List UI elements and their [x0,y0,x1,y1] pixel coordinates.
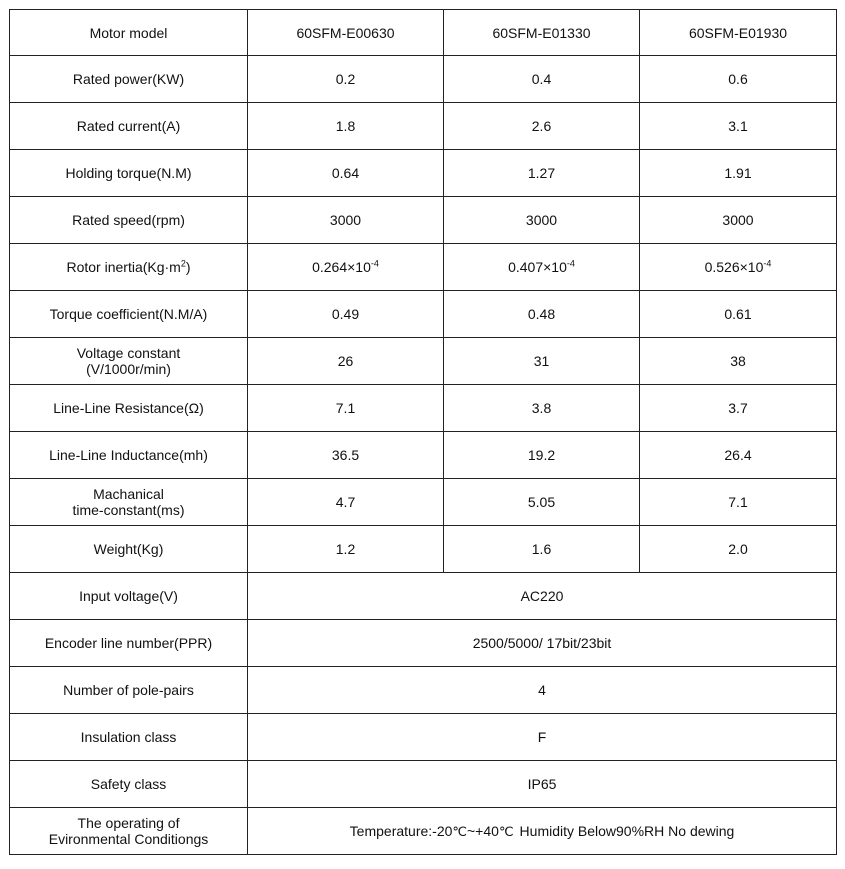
table-row [10,761,837,808]
row-label: Insulation class [10,714,248,761]
cell-value: 3.7 [640,385,837,432]
table-row [10,526,837,573]
row-label: Encoder line number(PPR) [10,620,248,667]
cell-value: 3000 [248,197,444,244]
row-label: Line-Line Resistance(Ω) [10,385,248,432]
table-row [10,667,837,714]
row-label: Safety class [10,761,248,808]
model-header: 60SFM-E01330 [444,10,640,56]
table-row [10,244,837,291]
cell-value: 0.49 [248,291,444,338]
row-label: Torque coefficient(N.M/A) [10,291,248,338]
superscript: 2 [180,258,186,269]
table-row [10,56,837,103]
cell-value: 0.61 [640,291,837,338]
row-label [10,479,248,526]
model-header: 60SFM-E00630 [248,10,444,56]
value-text: 0.407×10 [508,259,567,275]
row-label: Weight(Kg) [10,526,248,573]
cell-value: 1.8 [248,103,444,150]
cell-value [444,244,640,291]
cell-value: 5.05 [444,479,640,526]
cell-value: 36.5 [248,432,444,479]
row-label: Rated power(KW) [10,56,248,103]
label-line: time-constant(ms) [72,502,185,518]
cell-value: 1.2 [248,526,444,573]
cell-value: 26 [248,338,444,385]
cell-value: 2.6 [444,103,640,150]
cell-value: 0.2 [248,56,444,103]
environment-value [248,808,837,855]
temperature-text: ~+40 [467,822,499,839]
row-label: Line-Line Inductance(mh) [10,432,248,479]
row-label: Rated speed(rpm) [10,197,248,244]
table-row [10,808,837,855]
cell-value: 7.1 [640,479,837,526]
cell-value: 19.2 [444,432,640,479]
cell-value: 0.4 [444,56,640,103]
cell-value [640,244,837,291]
header-row [10,10,837,56]
shared-value: IP65 [248,761,837,808]
label-line: (V/1000r/min) [86,361,171,377]
value-text: 0.526×10 [704,259,764,275]
shared-value: 2500/5000/ 17bit/23bit [248,620,837,667]
shared-value: AC220 [248,573,837,620]
row-label [10,338,248,385]
cell-value: 1.27 [444,150,640,197]
table-row [10,573,837,620]
cell-value: 38 [640,338,837,385]
label-line: The operating of [77,815,180,831]
cell-value: 3.8 [444,385,640,432]
table-row [10,714,837,761]
cell-value: 3000 [444,197,640,244]
table-row [10,291,837,338]
table-row [10,150,837,197]
row-label: Input voltage(V) [10,573,248,620]
cell-value: 3000 [640,197,837,244]
header-label: Motor model [10,10,248,56]
cell-value: 0.64 [248,150,444,197]
cell-value: 31 [444,338,640,385]
label-line: Evironmental Conditiongs [48,831,209,847]
shared-value: 4 [248,667,837,714]
cell-value: 2.0 [640,526,837,573]
label-text: ) [185,259,191,275]
row-label: Number of pole-pairs [10,667,248,714]
celsius-symbol: ℃ [452,823,467,839]
cell-value: 0.48 [444,291,640,338]
celsius-symbol: ℃ [498,823,514,839]
table-row [10,103,837,150]
row-label [10,808,248,855]
label-text: Rotor inertia(Kg·m [66,259,181,275]
table-row [10,385,837,432]
shared-value: F [248,714,837,761]
cell-value: 0.6 [640,56,837,103]
cell-value: 4.7 [248,479,444,526]
cell-value: 26.4 [640,432,837,479]
motor-spec-table [9,9,837,855]
cell-value: 3.1 [640,103,837,150]
cell-value [248,244,444,291]
table-row [10,338,837,385]
table-row [10,479,837,526]
superscript: -4 [370,258,379,269]
superscript: -4 [566,258,575,269]
row-label: Holding torque(N.M) [10,150,248,197]
cell-value: 7.1 [248,385,444,432]
table-row [10,197,837,244]
row-label [10,244,248,291]
table-row [10,620,837,667]
value-text: 0.264×10 [312,259,371,275]
table-row [10,432,837,479]
label-line: Machanical [93,486,164,502]
label-line: Voltage constant [76,345,181,361]
humidity-text: Humidity Below90%RH No dewing [519,822,735,839]
row-label: Rated current(A) [10,103,248,150]
cell-value: 1.6 [444,526,640,573]
cell-value: 1.91 [640,150,837,197]
model-header: 60SFM-E01930 [640,10,837,56]
superscript: -4 [763,258,772,269]
temperature-text: Temperature:-20 [349,822,453,839]
